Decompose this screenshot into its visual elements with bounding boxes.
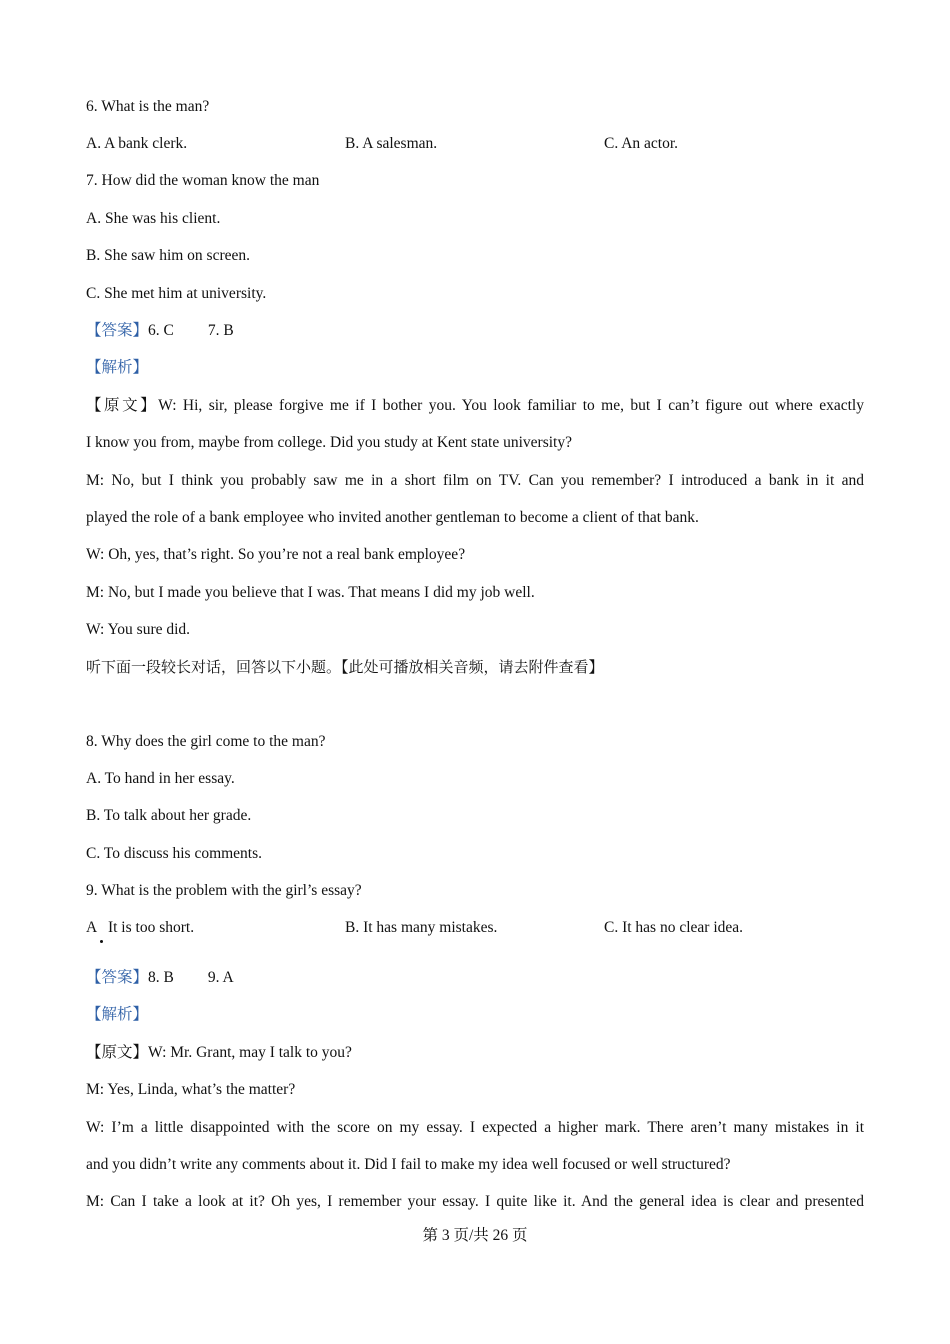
analysis-tag: 【解析】 [86, 359, 149, 376]
answer-value: 9. A [207, 969, 234, 986]
question-7: 7. How did the woman know the man [86, 172, 320, 189]
transcript-tag: 【原文】 [86, 1044, 149, 1061]
transcript-line: I know you from, maybe from college. Did you study at Kent state university? [86, 434, 572, 451]
transcript-tag: 【原文】 [86, 397, 159, 414]
transcript-line: 【原文】W: Mr. Grant, may I talk to you? [86, 1044, 352, 1061]
transcript-line: W: I’m a little disappointed with the score on my essay. I expected a higher mark. There aren’t many mistakes in it [86, 1119, 864, 1136]
transcript-line: W: You sure did. [86, 621, 191, 638]
q9-option-c: C. It has no clear idea. [604, 919, 744, 936]
q8-option-c: C. To discuss his comments. [86, 845, 263, 862]
answer-tag: 【答案】 [86, 322, 149, 339]
question-8: 8. Why does the girl come to the man? [86, 733, 326, 750]
listening-instruction: 听下面一段较长对话，回答以下小题。【此处可播放相关音频，请去附件查看】 [86, 658, 604, 676]
q7-option-b: B. She saw him on screen. [86, 247, 251, 264]
q6-option-c: C. An actor. [604, 135, 679, 152]
analysis-tag: 【解析】 [86, 1006, 149, 1023]
answer-value: 6. C [148, 322, 174, 339]
question-9: 9. What is the problem with the girl’s essay? [86, 882, 362, 899]
page-footer: 第 3 页/共 26 页 [422, 1227, 528, 1244]
answer-value: 7. B [207, 322, 234, 339]
q8-option-a: A. To hand in her essay. [86, 770, 235, 787]
q7-option-a: A. She was his client. [86, 210, 221, 227]
answer-line-2 [86, 968, 234, 988]
transcript-line: and you didn’t write any comments about it. Did I fail to make my idea well focused or well structured? [86, 1156, 731, 1173]
q9-option-b: B. It has many mistakes. [345, 919, 498, 936]
question-6: 6. What is the man? [86, 98, 210, 115]
stray-dot [100, 940, 103, 943]
answer-tag: 【答案】 [86, 969, 149, 986]
transcript-line: played the role of a bank employee who invited another gentleman to become a client of that bank. [86, 509, 699, 526]
transcript-line: M: Can I take a look at it? Oh yes, I remember your essay. I quite like it. And the general idea is clear and presented [86, 1193, 864, 1210]
transcript-line: M: No, but I made you believe that I was. That means I did my job well. [86, 584, 535, 601]
q8-option-b: B. To talk about her grade. [86, 807, 252, 824]
q7-option-c: C. She met him at university. [86, 285, 267, 302]
answer-value: 8. B [148, 969, 174, 986]
transcript-line: M: No, but I think you probably saw me in a short film on TV. Can you remember? I introduced a bank in it and [86, 472, 864, 489]
q6-option-b: B. A salesman. [345, 135, 438, 152]
transcript-line: W: Oh, yes, that’s right. So you’re not a real bank employee? [86, 546, 466, 563]
q9-option-a: A It is too short. [86, 919, 195, 936]
transcript-line: 【原文】W: Hi, sir, please forgive me if I bother you. You look familiar to me, but I can’t figure out where exactly [86, 397, 864, 414]
answer-line-1 [86, 321, 234, 341]
transcript-line: M: Yes, Linda, what’s the matter? [86, 1081, 296, 1098]
q6-option-a: A. A bank clerk. [86, 135, 188, 152]
